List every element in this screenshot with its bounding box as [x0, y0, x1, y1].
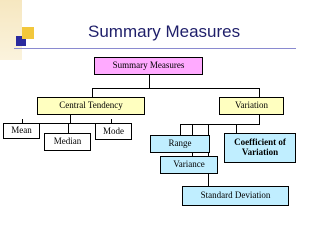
connector-to-coefficient — [236, 124, 237, 133]
range-box: Range — [150, 135, 210, 153]
decorative-square-yellow — [22, 27, 34, 39]
connector-root-down — [149, 75, 150, 88]
mode-box: Mode — [95, 123, 132, 140]
title-rule — [14, 48, 296, 49]
variation-box: Variation — [219, 97, 284, 115]
summary-measures-box: Summary Measures — [94, 57, 203, 75]
connector-to-standard-deviation — [208, 124, 209, 186]
mean-box: Mean — [3, 123, 40, 139]
connector-variation-down — [259, 115, 260, 124]
connector-top-horizontal — [92, 88, 260, 89]
decorative-bar — [0, 0, 22, 60]
central-tendency-box: Central Tendency — [37, 97, 145, 115]
connector-to-median — [68, 123, 69, 133]
slide-title: Summary Measures — [88, 22, 241, 41]
variance-box: Variance — [160, 156, 218, 174]
coefficient-of-variation-box: Coefficient of Variation — [224, 133, 296, 163]
connector-to-range — [180, 124, 181, 135]
connector-to-central — [92, 88, 93, 97]
standard-deviation-box: Standard Deviation — [182, 186, 289, 206]
connector-to-variation — [259, 88, 260, 97]
median-box: Median — [44, 133, 91, 151]
